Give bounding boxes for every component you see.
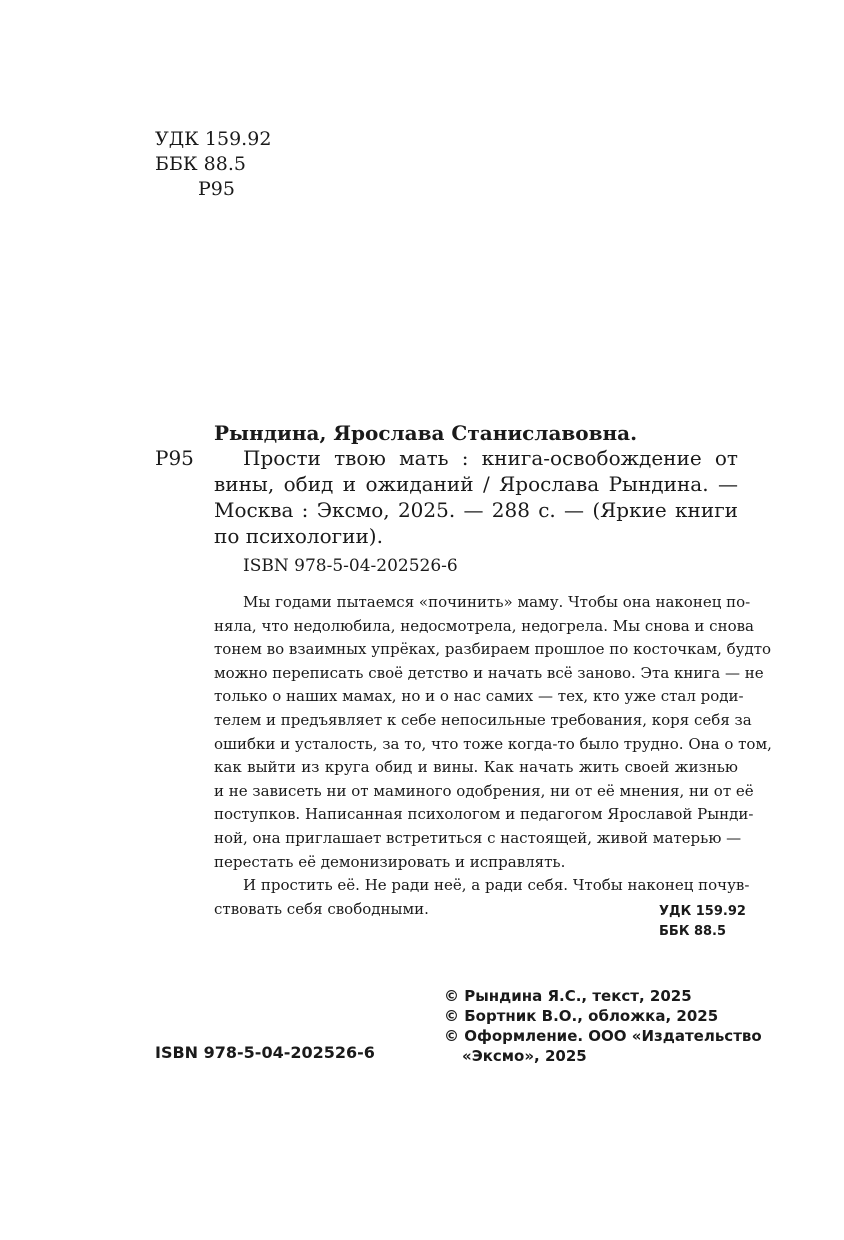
copyright-line: © Рындина Я.С., текст, 2025 xyxy=(444,987,692,1005)
copyright-line: © Бортник В.О., обложка, 2025 xyxy=(444,1007,719,1025)
author-sign: Р95 xyxy=(155,446,194,470)
bbk-code-bottom: ББК 88.5 xyxy=(659,924,727,939)
annotation-line: ной, она приглашает встретиться с настоящей, живой матерью — xyxy=(214,828,742,847)
description-line: вины, обид и ожиданий / Ярослава Рындина. — xyxy=(214,472,738,496)
annotation xyxy=(214,591,772,921)
annotation-line: можно переписать своё детство и начать всё заново. Эта книга — не xyxy=(214,663,764,682)
copyright-line: «Эксмо», 2025 xyxy=(462,1047,587,1065)
udk-code-bottom: УДК 159.92 xyxy=(659,904,746,919)
annotation-line: и не зависеть ни от маминого одобрения, ни от её мнения, ни от её xyxy=(214,781,754,800)
udk-code: УДК 159.92 xyxy=(155,128,272,150)
annotation-line: няла, что недолюбила, недосмотрела, недогрела. Мы снова и снова xyxy=(214,616,754,635)
description-line: Прости твою мать : книга-освобождение от xyxy=(243,446,738,470)
annotation-line: как выйти из круга обид и вины. Как начать жить своей жизнью xyxy=(214,758,738,777)
annotation-line: ствовать себя свободными. xyxy=(214,899,429,918)
copyright-block xyxy=(444,986,762,1066)
bibliographic-description xyxy=(214,445,738,549)
annotation-line: перестать её демонизировать и исправлять. xyxy=(214,852,566,871)
annotation-line: Мы годами пытаемся «починить» маму. Чтобы она наконец по- xyxy=(243,593,751,611)
copyright-line: © Оформление. ООО «Издательство xyxy=(444,1027,762,1045)
annotation-line: поступков. Написанная психологом и педагогом Ярославой Рынди- xyxy=(214,805,754,824)
annotation-line: И простить её. Не ради неё, а ради себя. Чтобы наконец почув- xyxy=(243,876,750,895)
annotation-line: ошибки и усталость, за то, что тоже когда-то было трудно. Она о том, xyxy=(214,734,772,753)
description-line: Москва : Эксмо, 2025. — 288 с. — (Яркие книги xyxy=(214,498,738,522)
annotation-line: телем и предъявляет к себе непосильные требования, коря себя за xyxy=(214,710,752,729)
bbk-code: ББК 88.5 xyxy=(155,153,246,175)
isbn-record: ISBN 978-5-04-202526-6 xyxy=(243,556,458,576)
isbn-bottom: ISBN 978-5-04-202526-6 xyxy=(155,1043,375,1062)
description-line: по психологии). xyxy=(214,524,383,548)
annotation-line: только о наших мамах, но и о нас самих — тех, кто уже стал роди- xyxy=(214,687,744,706)
author-sign-code: Р95 xyxy=(198,178,235,200)
annotation-line: тонем во взаимных упрёках, разбираем прошлое по косточкам, будто xyxy=(214,640,772,659)
author-name: Рындина, Ярослава Станиславовна. xyxy=(214,421,638,445)
